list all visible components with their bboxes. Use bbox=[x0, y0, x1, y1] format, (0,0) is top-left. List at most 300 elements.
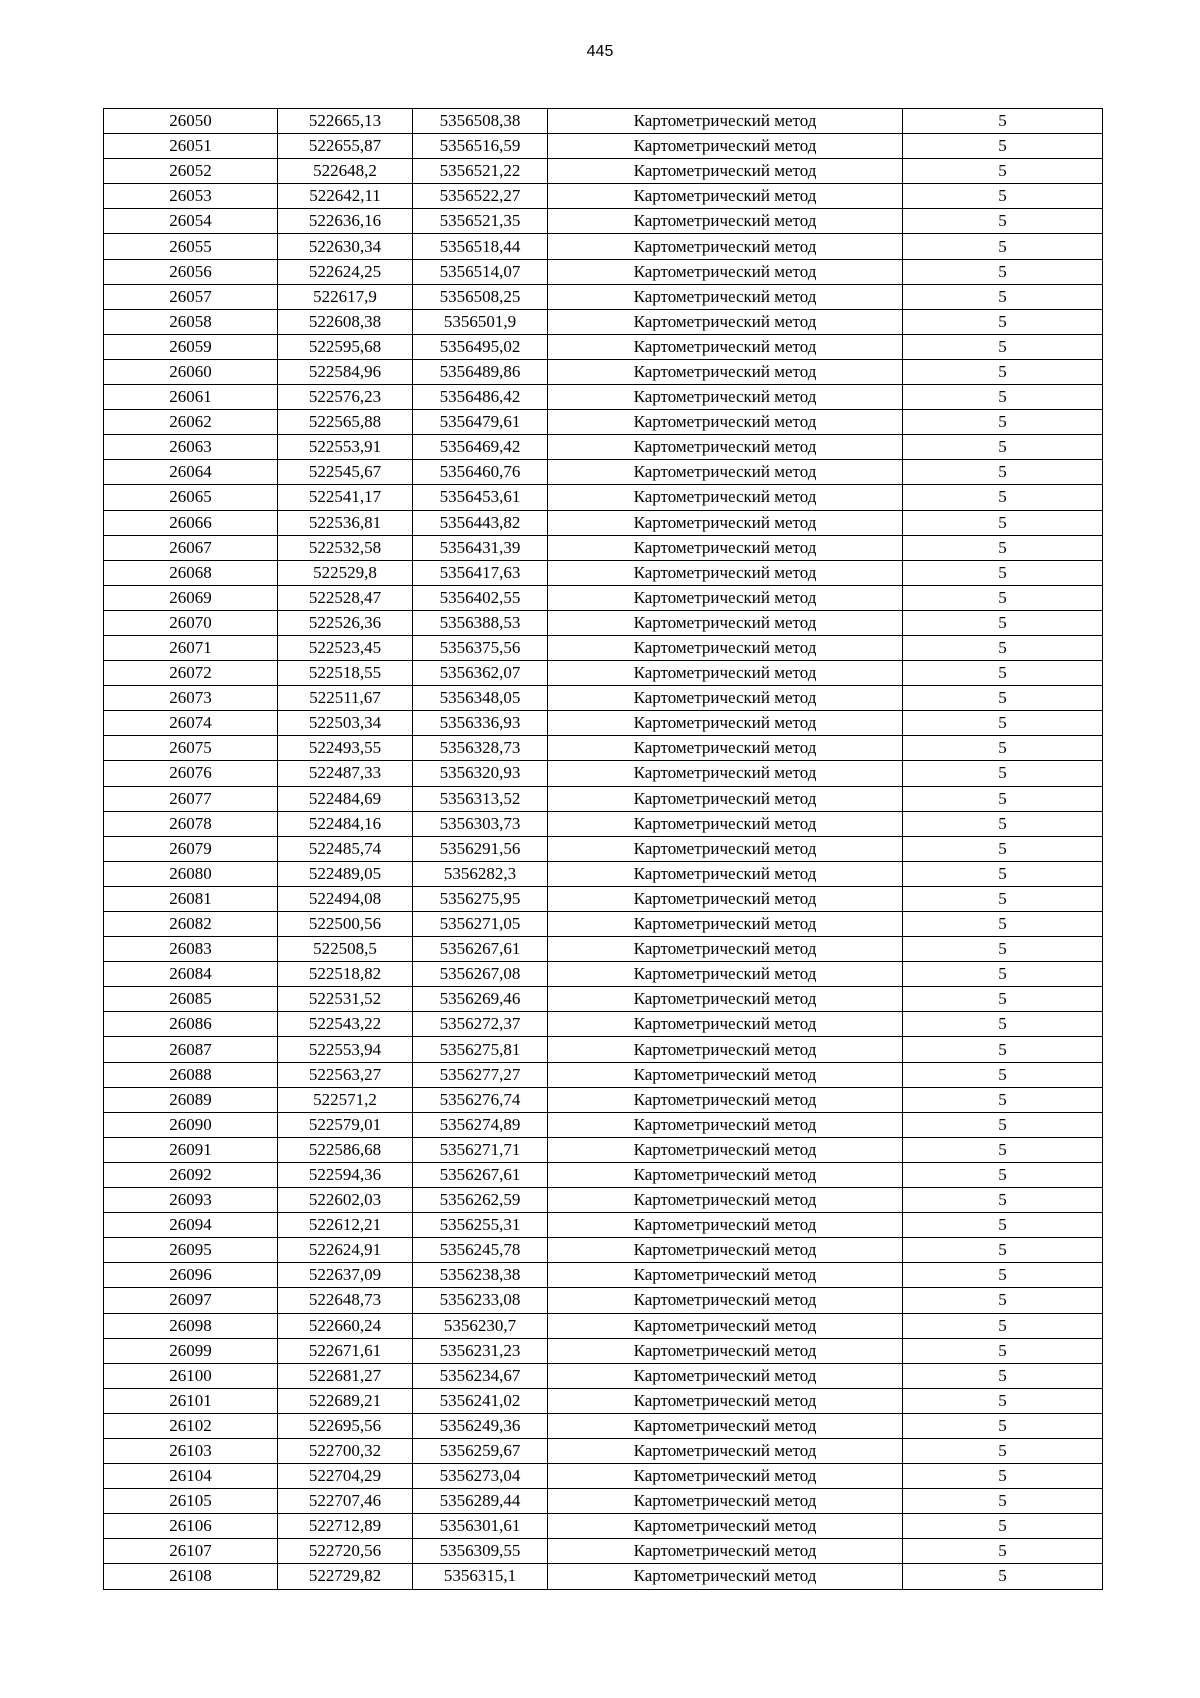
table-row bbox=[104, 485, 1103, 510]
point-number-cell: 26106 bbox=[104, 1514, 278, 1539]
method-cell: Картометрический метод bbox=[548, 1087, 903, 1112]
table-row bbox=[104, 1012, 1103, 1037]
method-cell: Картометрический метод bbox=[548, 1313, 903, 1338]
accuracy-cell: 5 bbox=[903, 736, 1103, 761]
x-coordinate-cell: 522707,46 bbox=[278, 1489, 413, 1514]
point-number-cell: 26064 bbox=[104, 460, 278, 485]
table-row bbox=[104, 159, 1103, 184]
table-row bbox=[104, 987, 1103, 1012]
x-coordinate-cell: 522576,23 bbox=[278, 385, 413, 410]
point-number-cell: 26081 bbox=[104, 886, 278, 911]
table-row bbox=[104, 610, 1103, 635]
point-number-cell: 26053 bbox=[104, 184, 278, 209]
y-coordinate-cell: 5356431,39 bbox=[413, 535, 548, 560]
accuracy-cell: 5 bbox=[903, 535, 1103, 560]
point-number-cell: 26073 bbox=[104, 686, 278, 711]
point-number-cell: 26054 bbox=[104, 209, 278, 234]
accuracy-cell: 5 bbox=[903, 109, 1103, 134]
table-row bbox=[104, 535, 1103, 560]
accuracy-cell: 5 bbox=[903, 1238, 1103, 1263]
method-cell: Картометрический метод bbox=[548, 1137, 903, 1162]
accuracy-cell: 5 bbox=[903, 385, 1103, 410]
y-coordinate-cell: 5356516,59 bbox=[413, 134, 548, 159]
table-row bbox=[104, 309, 1103, 334]
method-cell: Картометрический метод bbox=[548, 359, 903, 384]
x-coordinate-cell: 522494,08 bbox=[278, 886, 413, 911]
accuracy-cell: 5 bbox=[903, 1012, 1103, 1037]
point-number-cell: 26068 bbox=[104, 560, 278, 585]
method-cell: Картометрический метод bbox=[548, 109, 903, 134]
method-cell: Картометрический метод bbox=[548, 1388, 903, 1413]
method-cell: Картометрический метод bbox=[548, 334, 903, 359]
y-coordinate-cell: 5356273,04 bbox=[413, 1464, 548, 1489]
y-coordinate-cell: 5356291,56 bbox=[413, 836, 548, 861]
table-row bbox=[104, 1112, 1103, 1137]
table-row bbox=[104, 234, 1103, 259]
y-coordinate-cell: 5356522,27 bbox=[413, 184, 548, 209]
method-cell: Картометрический метод bbox=[548, 1213, 903, 1238]
point-number-cell: 26065 bbox=[104, 485, 278, 510]
method-cell: Картометрический метод bbox=[548, 912, 903, 937]
x-coordinate-cell: 522529,8 bbox=[278, 560, 413, 585]
method-cell: Картометрический метод bbox=[548, 159, 903, 184]
x-coordinate-cell: 522642,11 bbox=[278, 184, 413, 209]
y-coordinate-cell: 5356267,61 bbox=[413, 1162, 548, 1187]
point-number-cell: 26079 bbox=[104, 836, 278, 861]
table-row bbox=[104, 711, 1103, 736]
point-number-cell: 26077 bbox=[104, 786, 278, 811]
table-row bbox=[104, 410, 1103, 435]
method-cell: Картометрический метод bbox=[548, 259, 903, 284]
y-coordinate-cell: 5356336,93 bbox=[413, 711, 548, 736]
point-number-cell: 26087 bbox=[104, 1037, 278, 1062]
y-coordinate-cell: 5356271,71 bbox=[413, 1137, 548, 1162]
table-row bbox=[104, 1388, 1103, 1413]
x-coordinate-cell: 522704,29 bbox=[278, 1464, 413, 1489]
method-cell: Картометрический метод bbox=[548, 1464, 903, 1489]
x-coordinate-cell: 522637,09 bbox=[278, 1263, 413, 1288]
table-row bbox=[104, 761, 1103, 786]
table-row bbox=[104, 1188, 1103, 1213]
table-row bbox=[104, 635, 1103, 660]
y-coordinate-cell: 5356262,59 bbox=[413, 1188, 548, 1213]
y-coordinate-cell: 5356269,46 bbox=[413, 987, 548, 1012]
point-number-cell: 26056 bbox=[104, 259, 278, 284]
table-row bbox=[104, 1489, 1103, 1514]
x-coordinate-cell: 522579,01 bbox=[278, 1112, 413, 1137]
method-cell: Картометрический метод bbox=[548, 836, 903, 861]
x-coordinate-cell: 522484,16 bbox=[278, 811, 413, 836]
table-row bbox=[104, 736, 1103, 761]
table-row bbox=[104, 134, 1103, 159]
x-coordinate-cell: 522689,21 bbox=[278, 1388, 413, 1413]
point-number-cell: 26058 bbox=[104, 309, 278, 334]
x-coordinate-cell: 522586,68 bbox=[278, 1137, 413, 1162]
table-row bbox=[104, 359, 1103, 384]
table-row bbox=[104, 1087, 1103, 1112]
y-coordinate-cell: 5356508,25 bbox=[413, 284, 548, 309]
x-coordinate-cell: 522536,81 bbox=[278, 510, 413, 535]
x-coordinate-cell: 522712,89 bbox=[278, 1514, 413, 1539]
accuracy-cell: 5 bbox=[903, 1464, 1103, 1489]
y-coordinate-cell: 5356402,55 bbox=[413, 585, 548, 610]
y-coordinate-cell: 5356276,74 bbox=[413, 1087, 548, 1112]
table-row bbox=[104, 1288, 1103, 1313]
point-number-cell: 26074 bbox=[104, 711, 278, 736]
x-coordinate-cell: 522500,56 bbox=[278, 912, 413, 937]
accuracy-cell: 5 bbox=[903, 1062, 1103, 1087]
point-number-cell: 26078 bbox=[104, 811, 278, 836]
method-cell: Картометрический метод bbox=[548, 385, 903, 410]
accuracy-cell: 5 bbox=[903, 560, 1103, 585]
table-row bbox=[104, 109, 1103, 134]
point-number-cell: 26091 bbox=[104, 1137, 278, 1162]
x-coordinate-cell: 522624,91 bbox=[278, 1238, 413, 1263]
table-row bbox=[104, 334, 1103, 359]
x-coordinate-cell: 522608,38 bbox=[278, 309, 413, 334]
table-row bbox=[104, 836, 1103, 861]
y-coordinate-cell: 5356479,61 bbox=[413, 410, 548, 435]
point-number-cell: 26083 bbox=[104, 937, 278, 962]
x-coordinate-cell: 522487,33 bbox=[278, 761, 413, 786]
point-number-cell: 26051 bbox=[104, 134, 278, 159]
point-number-cell: 26052 bbox=[104, 159, 278, 184]
accuracy-cell: 5 bbox=[903, 811, 1103, 836]
y-coordinate-cell: 5356303,73 bbox=[413, 811, 548, 836]
table-row bbox=[104, 284, 1103, 309]
y-coordinate-cell: 5356521,22 bbox=[413, 159, 548, 184]
y-coordinate-cell: 5356486,42 bbox=[413, 385, 548, 410]
method-cell: Картометрический метод bbox=[548, 811, 903, 836]
accuracy-cell: 5 bbox=[903, 1288, 1103, 1313]
x-coordinate-cell: 522489,05 bbox=[278, 861, 413, 886]
x-coordinate-cell: 522485,74 bbox=[278, 836, 413, 861]
method-cell: Картометрический метод bbox=[548, 585, 903, 610]
accuracy-cell: 5 bbox=[903, 987, 1103, 1012]
accuracy-cell: 5 bbox=[903, 159, 1103, 184]
x-coordinate-cell: 522526,36 bbox=[278, 610, 413, 635]
y-coordinate-cell: 5356501,9 bbox=[413, 309, 548, 334]
y-coordinate-cell: 5356238,38 bbox=[413, 1263, 548, 1288]
x-coordinate-cell: 522528,47 bbox=[278, 585, 413, 610]
table-row bbox=[104, 1313, 1103, 1338]
method-cell: Картометрический метод bbox=[548, 1112, 903, 1137]
x-coordinate-cell: 522565,88 bbox=[278, 410, 413, 435]
x-coordinate-cell: 522681,27 bbox=[278, 1363, 413, 1388]
table-row bbox=[104, 1037, 1103, 1062]
accuracy-cell: 5 bbox=[903, 234, 1103, 259]
accuracy-cell: 5 bbox=[903, 1413, 1103, 1438]
method-cell: Картометрический метод bbox=[548, 736, 903, 761]
point-number-cell: 26103 bbox=[104, 1438, 278, 1463]
method-cell: Картометрический метод bbox=[548, 861, 903, 886]
point-number-cell: 26096 bbox=[104, 1263, 278, 1288]
method-cell: Картометрический метод bbox=[548, 1037, 903, 1062]
method-cell: Картометрический метод bbox=[548, 234, 903, 259]
accuracy-cell: 5 bbox=[903, 134, 1103, 159]
x-coordinate-cell: 522720,56 bbox=[278, 1539, 413, 1564]
y-coordinate-cell: 5356375,56 bbox=[413, 635, 548, 660]
accuracy-cell: 5 bbox=[903, 1489, 1103, 1514]
method-cell: Картометрический метод bbox=[548, 309, 903, 334]
table-row bbox=[104, 1363, 1103, 1388]
method-cell: Картометрический метод bbox=[548, 1012, 903, 1037]
x-coordinate-cell: 522602,03 bbox=[278, 1188, 413, 1213]
point-number-cell: 26102 bbox=[104, 1413, 278, 1438]
point-number-cell: 26093 bbox=[104, 1188, 278, 1213]
method-cell: Картометрический метод bbox=[548, 761, 903, 786]
y-coordinate-cell: 5356289,44 bbox=[413, 1489, 548, 1514]
x-coordinate-cell: 522617,9 bbox=[278, 284, 413, 309]
method-cell: Картометрический метод bbox=[548, 987, 903, 1012]
table-row bbox=[104, 435, 1103, 460]
accuracy-cell: 5 bbox=[903, 510, 1103, 535]
accuracy-cell: 5 bbox=[903, 711, 1103, 736]
table-row bbox=[104, 886, 1103, 911]
method-cell: Картометрический метод bbox=[548, 284, 903, 309]
point-number-cell: 26098 bbox=[104, 1313, 278, 1338]
method-cell: Картометрический метод bbox=[548, 886, 903, 911]
x-coordinate-cell: 522612,21 bbox=[278, 1213, 413, 1238]
table-row bbox=[104, 184, 1103, 209]
table-row bbox=[104, 1564, 1103, 1589]
accuracy-cell: 5 bbox=[903, 259, 1103, 284]
x-coordinate-cell: 522595,68 bbox=[278, 334, 413, 359]
point-number-cell: 26099 bbox=[104, 1338, 278, 1363]
x-coordinate-cell: 522660,24 bbox=[278, 1313, 413, 1338]
accuracy-cell: 5 bbox=[903, 786, 1103, 811]
y-coordinate-cell: 5356274,89 bbox=[413, 1112, 548, 1137]
method-cell: Картометрический метод bbox=[548, 937, 903, 962]
point-number-cell: 26108 bbox=[104, 1564, 278, 1589]
point-number-cell: 26089 bbox=[104, 1087, 278, 1112]
y-coordinate-cell: 5356234,67 bbox=[413, 1363, 548, 1388]
y-coordinate-cell: 5356249,36 bbox=[413, 1413, 548, 1438]
method-cell: Картометрический метод bbox=[548, 711, 903, 736]
y-coordinate-cell: 5356309,55 bbox=[413, 1539, 548, 1564]
y-coordinate-cell: 5356518,44 bbox=[413, 234, 548, 259]
coordinates-table bbox=[103, 108, 1103, 1590]
accuracy-cell: 5 bbox=[903, 1213, 1103, 1238]
point-number-cell: 26063 bbox=[104, 435, 278, 460]
point-number-cell: 26104 bbox=[104, 1464, 278, 1489]
x-coordinate-cell: 522545,67 bbox=[278, 460, 413, 485]
table-row bbox=[104, 259, 1103, 284]
accuracy-cell: 5 bbox=[903, 1388, 1103, 1413]
y-coordinate-cell: 5356275,95 bbox=[413, 886, 548, 911]
x-coordinate-cell: 522636,16 bbox=[278, 209, 413, 234]
accuracy-cell: 5 bbox=[903, 1087, 1103, 1112]
method-cell: Картометрический метод bbox=[548, 1413, 903, 1438]
accuracy-cell: 5 bbox=[903, 937, 1103, 962]
point-number-cell: 26084 bbox=[104, 962, 278, 987]
page-number: 445 bbox=[586, 43, 614, 60]
accuracy-cell: 5 bbox=[903, 1263, 1103, 1288]
y-coordinate-cell: 5356495,02 bbox=[413, 334, 548, 359]
x-coordinate-cell: 522655,87 bbox=[278, 134, 413, 159]
x-coordinate-cell: 522563,27 bbox=[278, 1062, 413, 1087]
method-cell: Картометрический метод bbox=[548, 1514, 903, 1539]
x-coordinate-cell: 522729,82 bbox=[278, 1564, 413, 1589]
point-number-cell: 26050 bbox=[104, 109, 278, 134]
accuracy-cell: 5 bbox=[903, 1162, 1103, 1187]
table-row bbox=[104, 686, 1103, 711]
accuracy-cell: 5 bbox=[903, 836, 1103, 861]
x-coordinate-cell: 522511,67 bbox=[278, 686, 413, 711]
table-row bbox=[104, 1338, 1103, 1363]
method-cell: Картометрический метод bbox=[548, 410, 903, 435]
accuracy-cell: 5 bbox=[903, 1438, 1103, 1463]
table-row bbox=[104, 962, 1103, 987]
point-number-cell: 26105 bbox=[104, 1489, 278, 1514]
x-coordinate-cell: 522484,69 bbox=[278, 786, 413, 811]
table-row bbox=[104, 937, 1103, 962]
x-coordinate-cell: 522503,34 bbox=[278, 711, 413, 736]
y-coordinate-cell: 5356272,37 bbox=[413, 1012, 548, 1037]
y-coordinate-cell: 5356388,53 bbox=[413, 610, 548, 635]
accuracy-cell: 5 bbox=[903, 1037, 1103, 1062]
point-number-cell: 26075 bbox=[104, 736, 278, 761]
x-coordinate-cell: 522624,25 bbox=[278, 259, 413, 284]
accuracy-cell: 5 bbox=[903, 460, 1103, 485]
method-cell: Картометрический метод bbox=[548, 510, 903, 535]
point-number-cell: 26071 bbox=[104, 635, 278, 660]
y-coordinate-cell: 5356514,07 bbox=[413, 259, 548, 284]
y-coordinate-cell: 5356362,07 bbox=[413, 661, 548, 686]
accuracy-cell: 5 bbox=[903, 359, 1103, 384]
table-row bbox=[104, 661, 1103, 686]
point-number-cell: 26060 bbox=[104, 359, 278, 384]
point-number-cell: 26086 bbox=[104, 1012, 278, 1037]
y-coordinate-cell: 5356320,93 bbox=[413, 761, 548, 786]
table-row bbox=[104, 1162, 1103, 1187]
x-coordinate-cell: 522553,91 bbox=[278, 435, 413, 460]
y-coordinate-cell: 5356230,7 bbox=[413, 1313, 548, 1338]
x-coordinate-cell: 522695,56 bbox=[278, 1413, 413, 1438]
method-cell: Картометрический метод bbox=[548, 962, 903, 987]
table-row bbox=[104, 1438, 1103, 1463]
method-cell: Картометрический метод bbox=[548, 786, 903, 811]
accuracy-cell: 5 bbox=[903, 209, 1103, 234]
method-cell: Картометрический метод bbox=[548, 1188, 903, 1213]
method-cell: Картометрический метод bbox=[548, 661, 903, 686]
point-number-cell: 26059 bbox=[104, 334, 278, 359]
accuracy-cell: 5 bbox=[903, 1112, 1103, 1137]
point-number-cell: 26082 bbox=[104, 912, 278, 937]
accuracy-cell: 5 bbox=[903, 284, 1103, 309]
point-number-cell: 26067 bbox=[104, 535, 278, 560]
y-coordinate-cell: 5356443,82 bbox=[413, 510, 548, 535]
x-coordinate-cell: 522665,13 bbox=[278, 109, 413, 134]
method-cell: Картометрический метод bbox=[548, 1489, 903, 1514]
y-coordinate-cell: 5356508,38 bbox=[413, 109, 548, 134]
y-coordinate-cell: 5356259,67 bbox=[413, 1438, 548, 1463]
accuracy-cell: 5 bbox=[903, 1514, 1103, 1539]
y-coordinate-cell: 5356282,3 bbox=[413, 861, 548, 886]
table-row bbox=[104, 209, 1103, 234]
accuracy-cell: 5 bbox=[903, 962, 1103, 987]
accuracy-cell: 5 bbox=[903, 861, 1103, 886]
point-number-cell: 26055 bbox=[104, 234, 278, 259]
point-number-cell: 26069 bbox=[104, 585, 278, 610]
accuracy-cell: 5 bbox=[903, 1363, 1103, 1388]
y-coordinate-cell: 5356315,1 bbox=[413, 1564, 548, 1589]
point-number-cell: 26080 bbox=[104, 861, 278, 886]
accuracy-cell: 5 bbox=[903, 1338, 1103, 1363]
x-coordinate-cell: 522541,17 bbox=[278, 485, 413, 510]
y-coordinate-cell: 5356460,76 bbox=[413, 460, 548, 485]
x-coordinate-cell: 522532,58 bbox=[278, 535, 413, 560]
accuracy-cell: 5 bbox=[903, 1137, 1103, 1162]
table-row bbox=[104, 1062, 1103, 1087]
table-row bbox=[104, 460, 1103, 485]
accuracy-cell: 5 bbox=[903, 912, 1103, 937]
table-row bbox=[104, 1213, 1103, 1238]
method-cell: Картометрический метод bbox=[548, 134, 903, 159]
table-row bbox=[104, 1137, 1103, 1162]
point-number-cell: 26070 bbox=[104, 610, 278, 635]
y-coordinate-cell: 5356271,05 bbox=[413, 912, 548, 937]
x-coordinate-cell: 522518,55 bbox=[278, 661, 413, 686]
y-coordinate-cell: 5356267,08 bbox=[413, 962, 548, 987]
method-cell: Картометрический метод bbox=[548, 485, 903, 510]
point-number-cell: 26090 bbox=[104, 1112, 278, 1137]
accuracy-cell: 5 bbox=[903, 886, 1103, 911]
accuracy-cell: 5 bbox=[903, 1188, 1103, 1213]
method-cell: Картометрический метод bbox=[548, 560, 903, 585]
point-number-cell: 26066 bbox=[104, 510, 278, 535]
table-row bbox=[104, 1539, 1103, 1564]
y-coordinate-cell: 5356469,42 bbox=[413, 435, 548, 460]
method-cell: Картометрический метод bbox=[548, 1363, 903, 1388]
point-number-cell: 26076 bbox=[104, 761, 278, 786]
accuracy-cell: 5 bbox=[903, 309, 1103, 334]
accuracy-cell: 5 bbox=[903, 686, 1103, 711]
x-coordinate-cell: 522518,82 bbox=[278, 962, 413, 987]
y-coordinate-cell: 5356313,52 bbox=[413, 786, 548, 811]
method-cell: Картометрический метод bbox=[548, 1062, 903, 1087]
x-coordinate-cell: 522523,45 bbox=[278, 635, 413, 660]
x-coordinate-cell: 522543,22 bbox=[278, 1012, 413, 1037]
point-number-cell: 26057 bbox=[104, 284, 278, 309]
point-number-cell: 26094 bbox=[104, 1213, 278, 1238]
y-coordinate-cell: 5356453,61 bbox=[413, 485, 548, 510]
accuracy-cell: 5 bbox=[903, 435, 1103, 460]
method-cell: Картометрический метод bbox=[548, 184, 903, 209]
method-cell: Картометрический метод bbox=[548, 435, 903, 460]
method-cell: Картометрический метод bbox=[548, 1438, 903, 1463]
y-coordinate-cell: 5356245,78 bbox=[413, 1238, 548, 1263]
point-number-cell: 26092 bbox=[104, 1162, 278, 1187]
x-coordinate-cell: 522648,2 bbox=[278, 159, 413, 184]
accuracy-cell: 5 bbox=[903, 585, 1103, 610]
table-row bbox=[104, 510, 1103, 535]
method-cell: Картометрический метод bbox=[548, 635, 903, 660]
table-row bbox=[104, 1263, 1103, 1288]
accuracy-cell: 5 bbox=[903, 610, 1103, 635]
point-number-cell: 26072 bbox=[104, 661, 278, 686]
y-coordinate-cell: 5356275,81 bbox=[413, 1037, 548, 1062]
point-number-cell: 26085 bbox=[104, 987, 278, 1012]
x-coordinate-cell: 522508,5 bbox=[278, 937, 413, 962]
table-row bbox=[104, 912, 1103, 937]
method-cell: Картометрический метод bbox=[548, 1238, 903, 1263]
point-number-cell: 26107 bbox=[104, 1539, 278, 1564]
table-row bbox=[104, 1413, 1103, 1438]
accuracy-cell: 5 bbox=[903, 1564, 1103, 1589]
x-coordinate-cell: 522584,96 bbox=[278, 359, 413, 384]
table-row bbox=[104, 861, 1103, 886]
